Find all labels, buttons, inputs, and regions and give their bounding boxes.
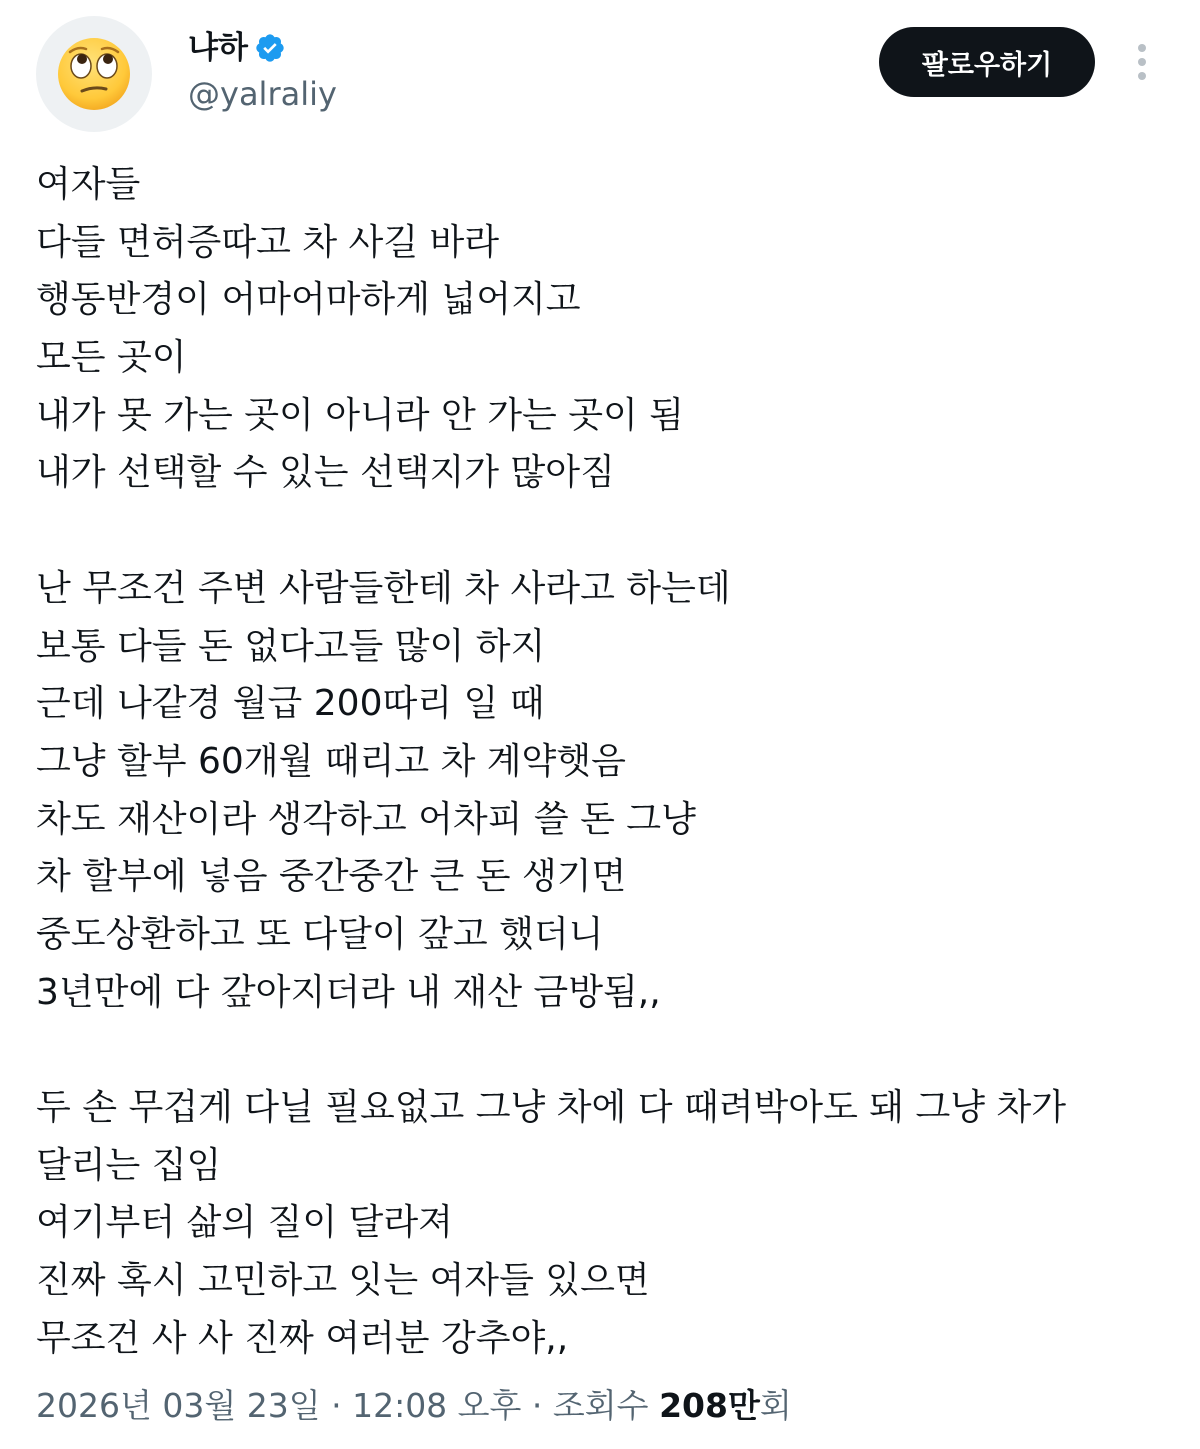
views-label: 조회수 — [552, 1386, 649, 1425]
tweet-header — [0, 0, 1200, 140]
follow-button[interactable]: 팔로우하기 — [879, 27, 1095, 97]
tweet-line — [36, 502, 1176, 560]
tweet-line: 진짜 혹시 고민하고 잇는 여자들 있으면 — [36, 1260, 650, 1302]
tweet-line: 행동반경이 어마어마하게 넓어지고 — [36, 279, 581, 321]
tweet-line: 그냥 할부 60개월 때리고 차 계약햇음 — [36, 740, 626, 782]
tweet-line: 근데 나같경 월급 200따리 일 때 — [36, 683, 545, 725]
tweet-line: 달리는 집임 — [36, 1144, 222, 1186]
tweet-line: 여기부터 삶의 질이 달라져 — [36, 1202, 453, 1244]
tweet-line: 다들 면허증따고 차 사길 바라 — [36, 221, 500, 263]
display-name[interactable]: 냐하 — [188, 30, 248, 66]
tweet-line: 난 무조건 주변 사람들한테 차 사라고 하는데 — [36, 567, 731, 609]
author-name-row — [188, 26, 286, 70]
views-suffix: 회 — [759, 1386, 792, 1425]
avatar[interactable] — [36, 16, 152, 132]
tweet-meta — [36, 1382, 792, 1430]
tweet-line: 내가 못 가는 곳이 아니라 안 가는 곳이 됨 — [36, 394, 684, 436]
meta-separator: · — [320, 1386, 353, 1425]
tweet-line: 모든 곳이 — [36, 337, 187, 379]
tweet-line: 보통 다들 돈 없다고들 많이 하지 — [36, 625, 546, 667]
tweet-line: 중도상환하고 또 다달이 갚고 했더니 — [36, 913, 604, 955]
verified-badge-icon[interactable] — [254, 32, 286, 64]
views-count: 208만 — [659, 1386, 760, 1425]
tweet-time[interactable]: 12:08 오후 — [352, 1386, 522, 1425]
tweet-line: 차 할부에 넣음 중간중간 큰 돈 생기면 — [36, 856, 627, 898]
tweet-date[interactable]: 2026년 03월 23일 — [36, 1386, 321, 1425]
tweet-text — [36, 156, 1176, 1367]
tweet-line: 여자들 — [36, 164, 141, 205]
author-handle[interactable]: @yalraliy — [188, 75, 337, 113]
tweet-line: 3년만에 다 갚아지더라 내 재산 금방됨,, — [36, 971, 661, 1013]
tweet-line: 내가 선택할 수 있는 선택지가 많아짐 — [36, 452, 615, 494]
tweet-line: 차도 재산이라 생각하고 어차피 쓸 돈 그냥 — [36, 798, 696, 840]
meta-separator: · — [521, 1386, 553, 1425]
tweet-line — [36, 1021, 1176, 1079]
tweet-line: 두 손 무겁게 다닐 필요없고 그냥 차에 다 때려박아도 돼 그냥 차가 — [36, 1087, 1067, 1128]
more-vertical-icon[interactable] — [1124, 40, 1160, 84]
tweet-line: 무조건 사 사 진짜 여러분 강추야,, — [36, 1317, 569, 1359]
face-with-rolling-eyes-icon — [56, 36, 132, 112]
